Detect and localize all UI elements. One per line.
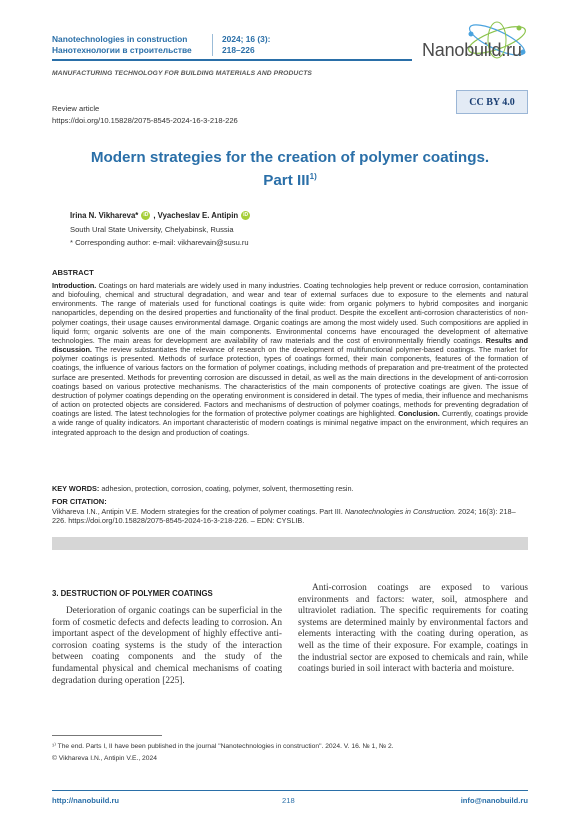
citation-heading: FOR CITATION: bbox=[52, 497, 107, 506]
issue-volume: 2024; 16 (3): bbox=[222, 34, 271, 44]
section-label: MANUFACTURING TECHNOLOGY FOR BUILDING MATERIALS AND PRODUCTS bbox=[52, 70, 312, 77]
logo-text: Nanobuild.ru bbox=[422, 40, 522, 60]
body-paragraph-right: Anti-corrosion coatings are exposed to various environments and factors: water, soil, atmosphere and ultraviolet radiation. The specific requirements for coating systems are determined mainly by environmental factors and elements interacting with the coating during operation, as well as the time of their exposure. For example, coatings in the industrial sector are exposed to chemicals and rain, while coatings buried in soil interact with bacteria and moisture. bbox=[298, 583, 528, 675]
author-2[interactable]: , Vyacheslav E. Antipin bbox=[153, 211, 239, 220]
footer-rule bbox=[52, 790, 528, 791]
article-type: Review article bbox=[52, 104, 100, 113]
abstract-results-text: The review substantiates the relevance of research on the development of multifunctional polymer-based coatings. The market for polymer coatings is presented. Methods of surface protection, types of coatings formed, their main components, features of the formation of coatings, the influence of various factors on the formation of polymer coatings, including methods of preparation and pre-treatment of the protected surface are presented. Methods for preventing corrosion are discussed in detail, as well as the main directions in the development of anti-corrosion coatings based on various protective mechanisms. The characteristics of the main components of protective coatings are given. The issue of destruction of polymer coatings depending on the operating environment is considered in detail. The types of media, their influence and mechanisms of action on protected objects are considered. Factors and mechanisms of destruction of polymer coatings, methods for preventing degradation of coatings are listed. The latest technologies for the formation of protective polymer coatings are highlighted. bbox=[52, 345, 528, 419]
abstract-heading: ABSTRACT bbox=[52, 268, 94, 277]
keywords-label: KEY WORDS: bbox=[52, 484, 100, 493]
header-divider bbox=[212, 34, 213, 56]
issue-pages: 218–226 bbox=[222, 45, 255, 55]
footnote-rule bbox=[52, 735, 162, 736]
abstract-results-label: Results and discussion. bbox=[52, 335, 528, 355]
header-rule bbox=[52, 59, 412, 61]
affiliation: South Ural State University, Chelyabinsk, Russia bbox=[70, 225, 234, 234]
footer-website-link[interactable]: http://nanobuild.ru bbox=[52, 796, 120, 805]
abstract-text bbox=[52, 281, 528, 437]
page-number: 218 bbox=[282, 796, 295, 805]
abstract-intro-label: Introduction. bbox=[52, 281, 97, 290]
license-badge[interactable]: CC BY 4.0 bbox=[456, 90, 528, 114]
abstract-intro-text: Coatings on hard materials are widely used in many industries. Coating technologies help prevent or reduce corrosion, contamination and biofouling, chemical and structural degradation, and wear and tear of external surfaces due to exposure to the elements and natural environments. The range of materials used for functional coatings is quite wide: from organic polymers to hybrid composites and inorganic nanoparticles, depending on the desired properties and functionality of the final product. Despite the excellent anti-corrosion characteristics of non-polymer coatings, their usage causes environmental damage. Organic coatings are among the most widely used. Such compositions are applied in liquid form; organic solvents are one of the main components. Environmental concerns have encouraged the development of alternative technologies. The main areas for development are availability of raw materials and the cost of environmentally friendly coatings. bbox=[52, 281, 528, 345]
abstract-conclusion-label: Conclusion. bbox=[396, 409, 440, 419]
journal-title-en: Nanotechnologies in construction bbox=[52, 34, 188, 44]
separator-band bbox=[52, 537, 528, 550]
author-1[interactable]: Irina N. Vikhareva* bbox=[70, 211, 139, 220]
footer-email-link[interactable]: info@nanobuild.ru bbox=[460, 796, 528, 805]
copyright-note: © Vikhareva I.N., Antipin V.E., 2024 bbox=[52, 755, 157, 762]
citation-journal: Nanotechnologies in Construction. bbox=[344, 507, 456, 516]
title-footnote-marker: 1) bbox=[309, 172, 317, 181]
section-heading: 3. DESTRUCTION OF POLYMER COATINGS bbox=[52, 589, 213, 598]
doi-link[interactable]: https://doi.org/10.15828/2075-8545-2024-16-3-218-226 bbox=[52, 116, 238, 125]
abstract-conclusion-text: Currently, coatings provide a wide range of quality indicators. An important characteristic of modern coatings is minimal negative impact on the environment, which requires an integrated approach to the design and production of coatings. bbox=[52, 409, 529, 437]
journal-title-block bbox=[52, 34, 192, 56]
footnote-1: ¹⁾ The end. Parts I, II have been published in the journal "Nanotechnologies in construction". 2024. V. 16. № 1, № 2. bbox=[52, 743, 394, 750]
orcid-icon[interactable]: iD bbox=[243, 212, 249, 218]
journal-title-ru: Нанотехнологии в строительстве bbox=[52, 45, 192, 55]
authors-line bbox=[70, 211, 253, 220]
body-paragraph-left: Deterioration of organic coatings can be superficial in the form of cosmetic defects and defects leading to corrosion. An important aspect of the development of highly effective anti-corrosion coating systems is the study of the interaction between coating components and the study of the fundamental physical and chemical mechanisms of coating degradation during operation [225]. bbox=[52, 606, 282, 686]
keywords-text: adhesion, protection, corrosion, coating, polymer, solvent, thermosetting resin. bbox=[99, 484, 354, 493]
orcid-icon[interactable]: iD bbox=[143, 212, 149, 218]
issue-info bbox=[222, 34, 270, 56]
corresponding-author: * Corresponding author: e-mail: vikharevain@susu.ru bbox=[70, 238, 249, 247]
citation-text: Vikhareva I.N., Antipin V.E. Modern strategies for the creation of polymer coatings. Part III. Nanotechnologies in Construction. 2024; 16(3): 218–226. https://doi.org/10.15828/2075-8545-2024-16-3-218-226. – EDN: CYSLIB. bbox=[52, 507, 516, 526]
keywords bbox=[52, 484, 528, 493]
title-line-1: Modern strategies for the creation of polymer coatings. bbox=[90, 149, 490, 166]
title-line-2: Part III$^{1)}$ bbox=[263, 172, 317, 190]
article-title bbox=[52, 148, 528, 190]
